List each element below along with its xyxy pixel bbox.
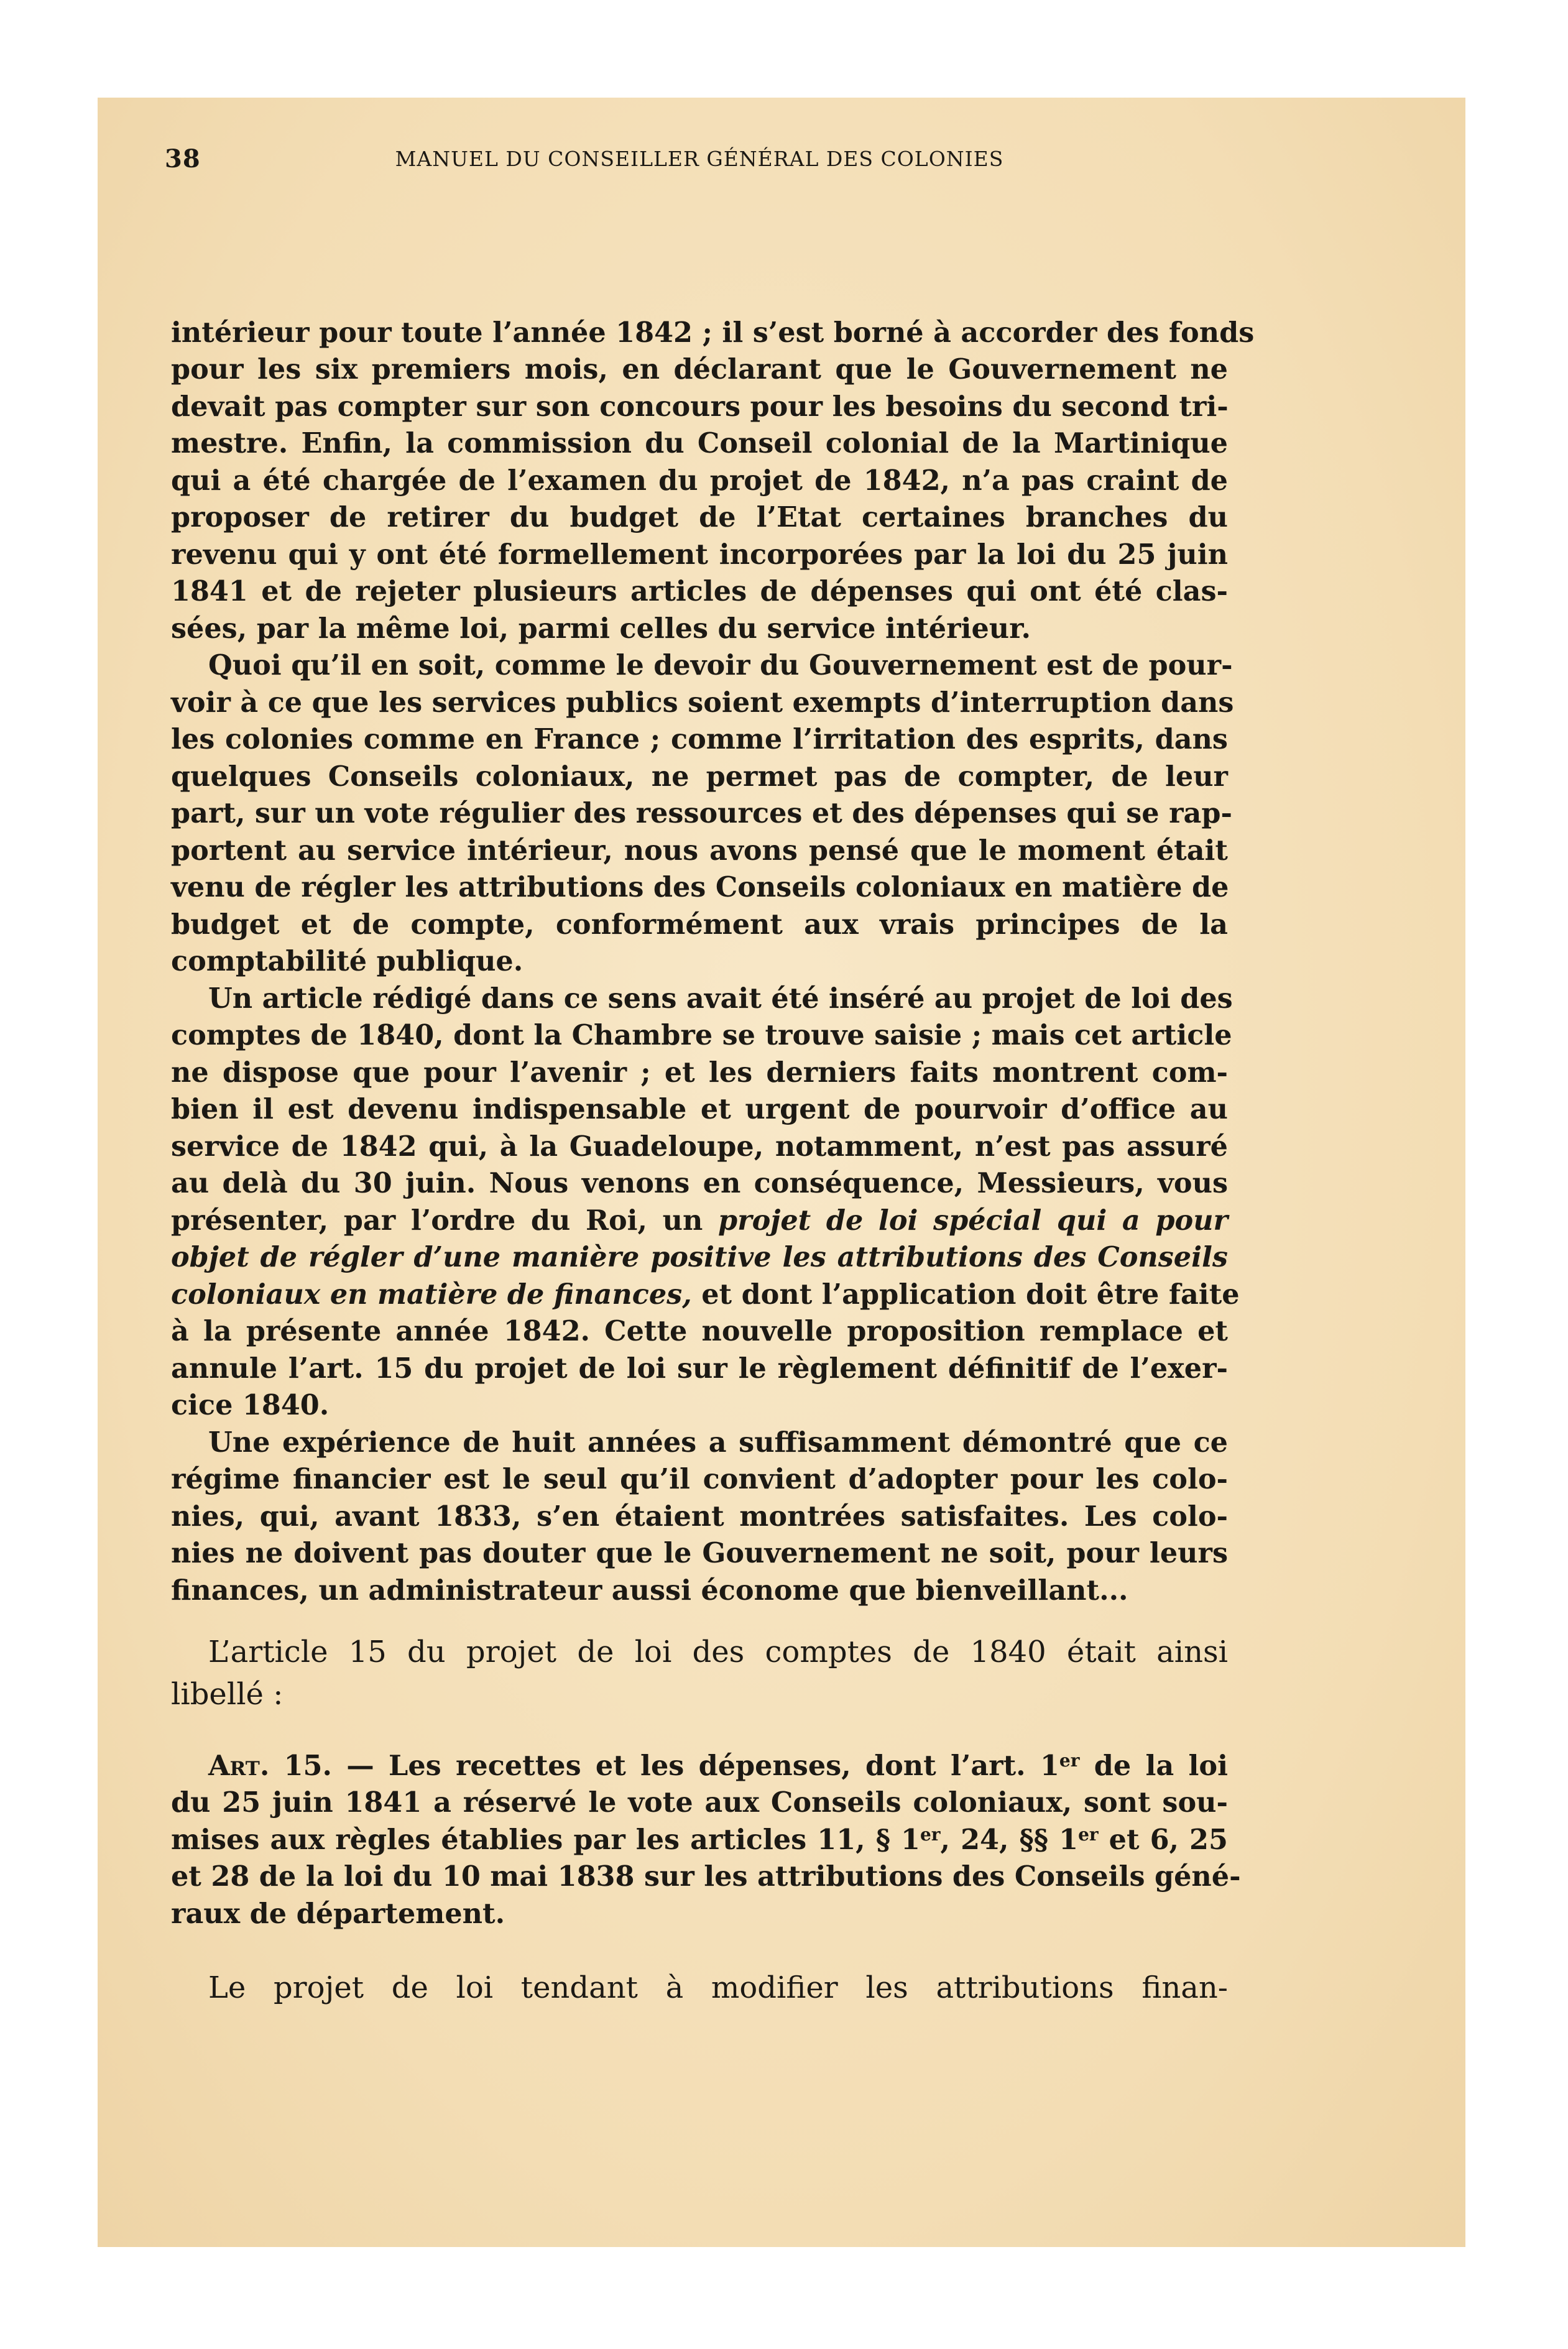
text-line: comptabilité publique. [171,945,523,977]
text-line: comptes de 1840, dont la Chambre se trouve saisie ; mais cet article [171,1019,1232,1051]
text-line: coloniaux en matière de finances, et dont l’application doit être faite [171,1278,1240,1311]
running-title: MANUEL DU CONSEILLER GÉNÉRAL DES COLONIES [395,147,1004,171]
text-line: 1841 et de rejeter plusieurs articles de dépenses qui ont été clas- [171,575,1228,607]
text-line: mises aux règles établies par les articles 11, § 1er, 24, §§ 1er et 6, 25 [171,1824,1228,1856]
text-line: bien il est devenu indispensable et urgent de pourvoir d’office au [171,1093,1228,1125]
text-line: devait pas compter sur son concours pour les besoins du second tri- [171,390,1229,423]
text-line: libellé : [171,1677,284,1712]
text-line: pour les six premiers mois, en déclarant que le Gouvernement ne [171,353,1228,385]
page-header [165,144,1234,182]
text-line: venu de régler les attributions des Conseils coloniaux en matière de [171,871,1229,903]
text-line: portent au service intérieur, nous avons pensé que le moment était [171,834,1228,867]
text-line: budget et de compte, conformément aux vrais principes de la [171,908,1228,941]
text-line: intérieur pour toute l’année 1842 ; il s’est borné à accorder des fonds [171,316,1255,349]
article-label: Art. 15. [208,1750,332,1782]
text-line: Le projet de loi tendant à modifier les attributions finan- [208,1970,1228,2005]
text-line: part, sur un vote régulier des ressources et des dépenses qui se rap- [171,797,1232,829]
text-line: cice 1840. [171,1389,330,1421]
text-line: Quoi qu’il en soit, comme le devoir du Gouvernement est de pour- [208,649,1233,681]
text-line: voir à ce que les services publics soient exempts d’interruption dans [171,686,1234,719]
text-line: proposer de retirer du budget de l’Etat certaines branches du [171,501,1228,533]
text-line: raux de département. [171,1898,505,1930]
text-line: nies ne doivent pas douter que le Gouvernement ne soit, pour leurs [171,1537,1228,1569]
text-line: ne dispose que pour l’avenir ; et les derniers faits montrent com- [171,1056,1228,1089]
text-line: mestre. Enfin, la commission du Conseil colonial de la Martinique [171,427,1228,459]
text-line: annule l’art. 15 du projet de loi sur le règlement définitif de l’exer- [171,1352,1228,1385]
text-line: Art. 15. — Les recettes et les dépenses, dont l’art. 1er de la loi [208,1750,1228,1782]
page-number: 38 [165,144,201,173]
text-line: nies, qui, avant 1833, s’en étaient montrées satisfaites. Les colo- [171,1500,1228,1533]
text-line: et 28 de la loi du 10 mai 1838 sur les attributions des Conseils géné- [171,1860,1241,1893]
text-line: présenter, par l’ordre du Roi, un projet de loi spécial qui a pour [171,1204,1228,1237]
text-line: à la présente année 1842. Cette nouvelle proposition remplace et [171,1315,1228,1347]
text-line: finances, un administrateur aussi économe que bienveillant... [171,1574,1128,1607]
text-line: les colonies comme en France ; comme l’irritation des esprits, dans [171,723,1228,755]
text-line: régime financier est le seul qu’il convient d’adopter pour les colo- [171,1463,1228,1495]
text-line: Une expérience de huit années a suffisamment démontré que ce [208,1426,1228,1459]
text-line: service de 1842 qui, à la Guadeloupe, notamment, n’est pas assuré [171,1130,1228,1163]
text-line: revenu qui y ont été formellement incorporées par la loi du 25 juin [171,538,1228,571]
text-line: sées, par la même loi, parmi celles du service intérieur. [171,612,1031,645]
text-line: du 25 juin 1841 a réservé le vote aux Conseils coloniaux, sont sou- [171,1786,1228,1819]
text-line: au delà du 30 juin. Nous venons en conséquence, Messieurs, vous [171,1167,1228,1199]
text-line: Un article rédigé dans ce sens avait été inséré au projet de loi des [208,982,1233,1015]
text-line: L’article 15 du projet de loi des comptes de 1840 était ainsi [208,1635,1228,1669]
text-line: qui a été chargée de l’examen du projet de 1842, n’a pas craint de [171,464,1228,497]
text-line: objet de régler d’une manière positive les attributions des Conseils [171,1241,1228,1273]
text-line: quelques Conseils coloniaux, ne permet pas de compter, de leur [171,760,1228,793]
